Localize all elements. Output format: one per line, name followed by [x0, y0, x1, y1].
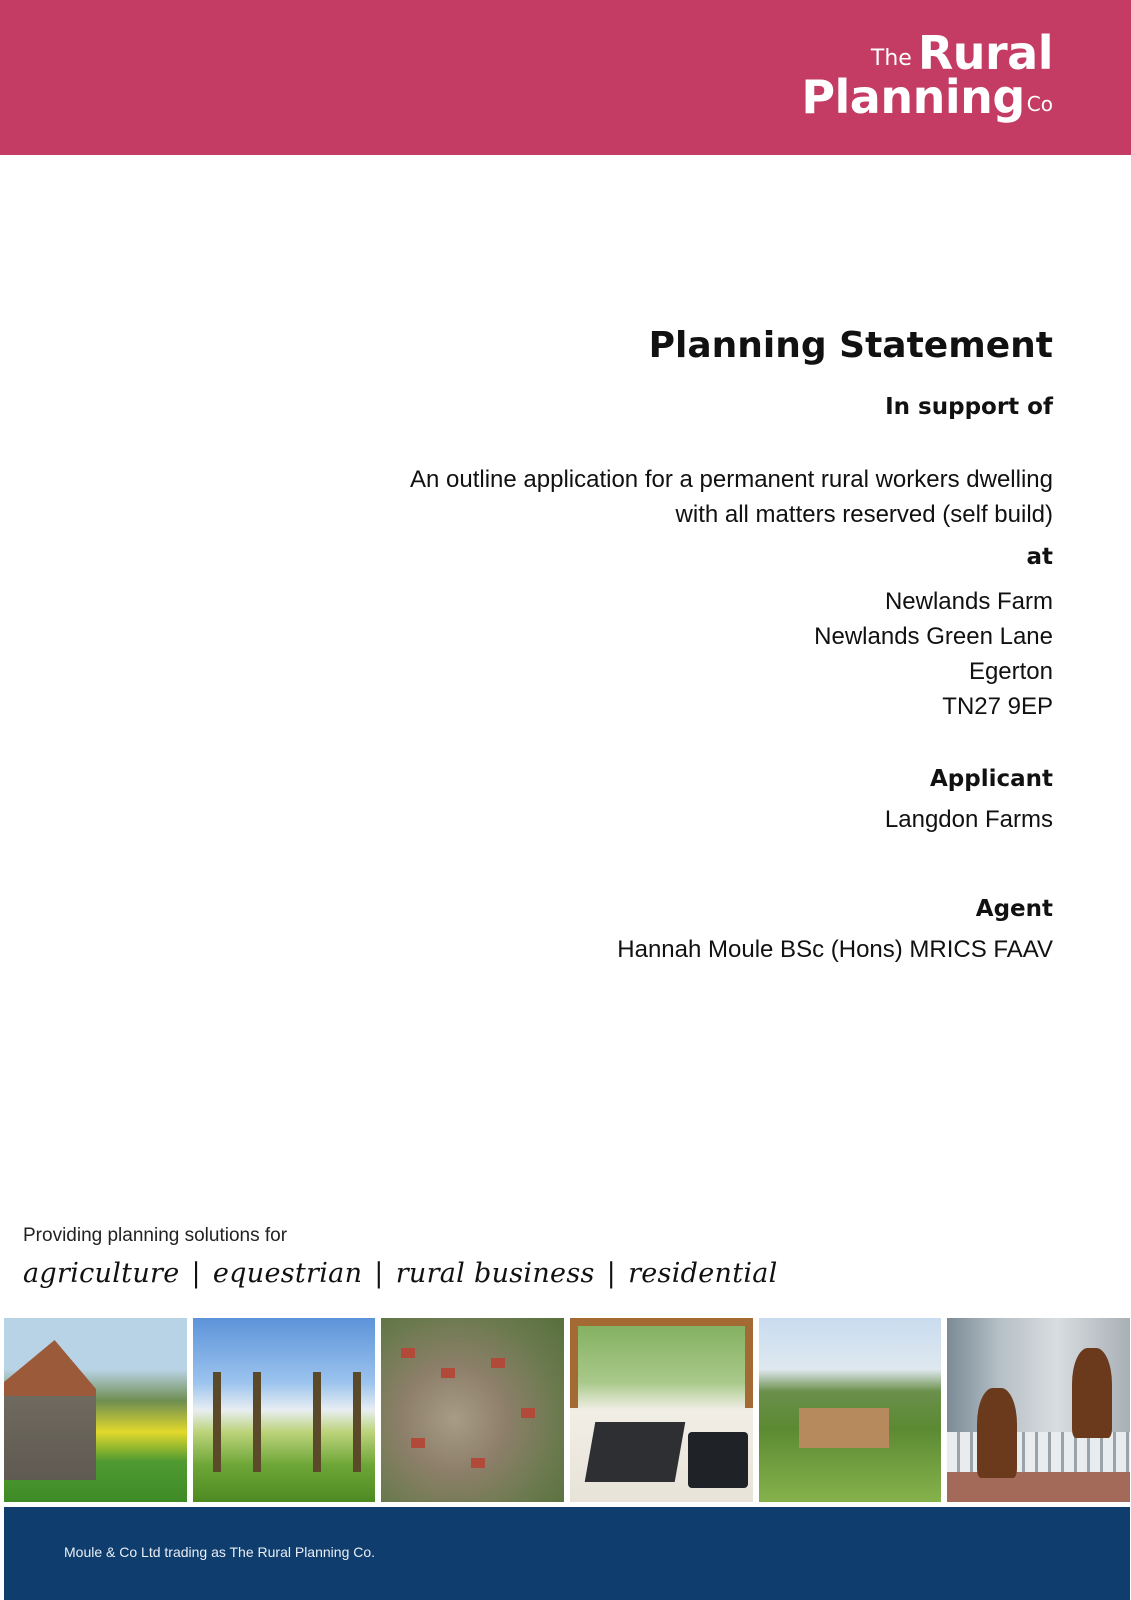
address-line: Newlands Farm [884, 588, 1053, 615]
logo-co: Co [1026, 92, 1053, 116]
applicant-label: Applicant [929, 766, 1053, 792]
sector-agriculture: agriculture [23, 1258, 180, 1289]
lodge-countryside-photo [759, 1318, 942, 1502]
footer-bar [4, 1507, 1130, 1600]
photo-strip [4, 1318, 1130, 1502]
address-line: TN27 9EP [942, 693, 1053, 720]
tagline-sectors [23, 1258, 778, 1289]
sector-separator: | [606, 1258, 617, 1289]
applicant-name: Langdon Farms [884, 806, 1053, 833]
document-title: Planning Statement [648, 325, 1053, 366]
description-line: with all matters reserved (self build) [675, 501, 1053, 528]
site-address [293, 584, 1053, 724]
address-line: Newlands Green Lane [814, 623, 1053, 650]
logo-rural: Rural [917, 26, 1053, 80]
header-banner [0, 0, 1131, 155]
office-desk-photo [570, 1318, 753, 1502]
logo-planning: Planning [801, 70, 1025, 124]
tagline-intro: Providing planning solutions for [23, 1225, 288, 1246]
aerial-housing-photo [381, 1318, 564, 1502]
footer-company-text: Moule & Co Ltd trading as The Rural Planning Co. [64, 1544, 376, 1560]
sector-equestrian: equestrian [212, 1258, 363, 1289]
horse-stables-photo [947, 1318, 1130, 1502]
cover-content [293, 325, 1053, 1026]
orchard-photo [193, 1318, 376, 1502]
rural-planning-logo [801, 26, 1053, 124]
logo-the: The [870, 46, 912, 71]
at-label: at [1026, 544, 1053, 570]
sector-residential: residential [628, 1258, 778, 1289]
description-line: An outline application for a permanent rural workers dwelling [409, 466, 1053, 493]
agent-label: Agent [975, 896, 1053, 922]
sector-rural-business: rural business [395, 1258, 595, 1289]
sector-separator: | [191, 1258, 201, 1289]
agent-name: Hannah Moule BSc (Hons) MRICS FAAV [617, 936, 1053, 963]
application-description [293, 462, 1053, 532]
support-label: In support of [885, 394, 1053, 420]
sector-separator: | [374, 1258, 384, 1289]
address-line: Egerton [968, 658, 1053, 685]
barn-photo [4, 1318, 187, 1502]
